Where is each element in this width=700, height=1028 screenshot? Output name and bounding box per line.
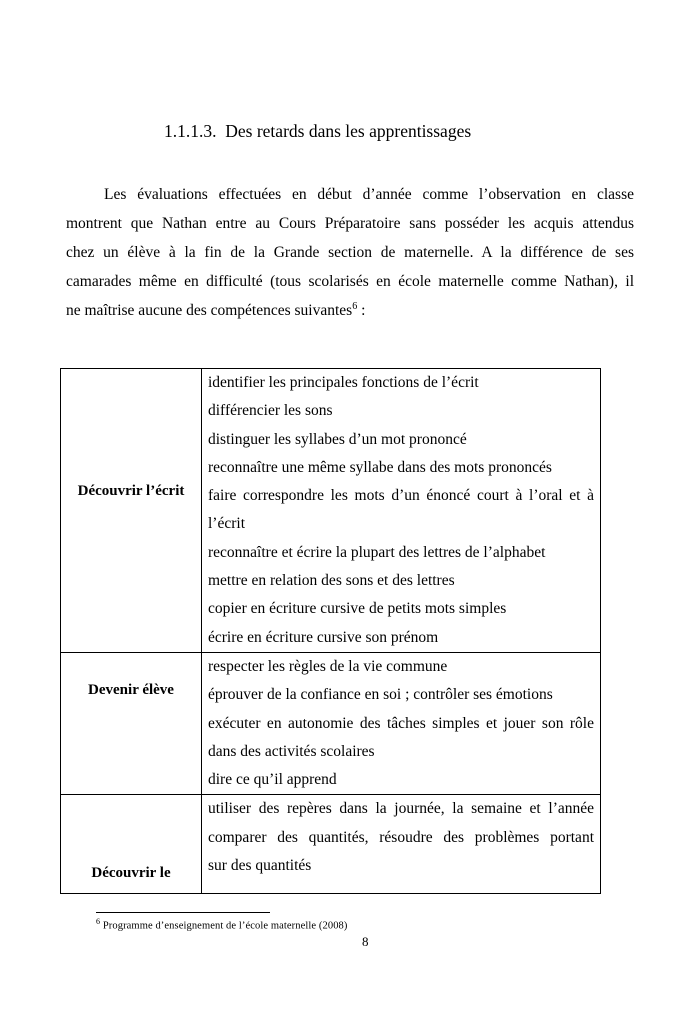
list-item: écrire en écriture cursive son prénom — [208, 628, 439, 646]
page-number: 8 — [362, 934, 369, 949]
list-item: faire correspondre les mots d’un énoncé court à l’oral et à — [208, 487, 594, 505]
list-item: différencier les sons — [208, 402, 333, 420]
list-item: comparer des quantités, résoudre des problèmes portant — [208, 828, 594, 846]
list-item: l’écrit — [208, 515, 246, 533]
list-item: reconnaître et écrire la plupart des lettres de l’alphabet — [208, 543, 546, 561]
paragraph-last-line: ne maîtrise aucune des compétences suivantes — [66, 302, 353, 319]
list-item: respecter les règles de la vie commune — [208, 657, 448, 675]
footnote-number: 6 — [96, 917, 101, 926]
section-number: 1.1.1.3. — [164, 121, 217, 141]
table-row — [61, 795, 600, 893]
table-row — [61, 369, 600, 653]
paragraph-line-4: camarades même en difficulté (tous scolarisés en école maternelle comme Nathan), il — [66, 273, 634, 290]
list-item: dire ce qu’il apprend — [208, 771, 337, 789]
paragraph-line-3: chez un élève à la fin de la Grande section de maternelle. A la différence de ses — [66, 244, 634, 261]
row-heading-cell — [61, 795, 202, 893]
section-title: Des retards dans les apprentissages — [225, 121, 472, 141]
list-item: utiliser des repères dans la journée, la semaine et l’année — [208, 800, 594, 818]
row-items-cell — [202, 653, 600, 794]
row-heading: Découvrir le — [91, 865, 171, 882]
list-item: reconnaître une même syllabe dans des mots prononcés — [208, 458, 552, 476]
competences-table — [60, 368, 601, 894]
list-item: distinguer les syllabes d’un mot prononcé — [208, 430, 467, 448]
footnote-reference: 6 — [352, 300, 358, 312]
table-row — [61, 653, 600, 795]
row-heading: Découvrir l’écrit — [77, 483, 185, 499]
footnote — [96, 917, 348, 932]
paragraph-line-2: montrent que Nathan entre au Cours Préparatoire sans posséder les acquis attendus — [66, 215, 634, 232]
row-items-cell — [202, 369, 600, 652]
list-item: identifier les principales fonctions de l’écrit — [208, 374, 479, 391]
row-heading: Devenir élève — [88, 681, 174, 698]
row-heading-cell — [61, 369, 202, 652]
row-heading-cell — [61, 653, 202, 794]
paragraph-line-5 — [66, 296, 634, 325]
list-item: éprouver de la confiance en soi ; contrôler ses émotions — [208, 686, 553, 704]
paragraph-last-line-end: : — [357, 302, 366, 319]
list-item: sur des quantités — [208, 857, 312, 875]
footnote-text: Programme d’enseignement de l’école maternelle (2008) — [102, 920, 348, 932]
row-items-cell — [202, 795, 600, 893]
list-item: dans des activités scolaires — [208, 742, 375, 760]
list-item: copier en écriture cursive de petits mots simples — [208, 600, 507, 618]
section-heading — [164, 121, 471, 142]
footnote-separator — [96, 912, 270, 913]
list-item: exécuter en autonomie des tâches simples et jouer son rôle — [208, 714, 594, 732]
paragraph-line-1: Les évaluations effectuées en début d’année comme l’observation en classe — [104, 186, 634, 203]
list-item: mettre en relation des sons et des lettres — [208, 572, 455, 590]
